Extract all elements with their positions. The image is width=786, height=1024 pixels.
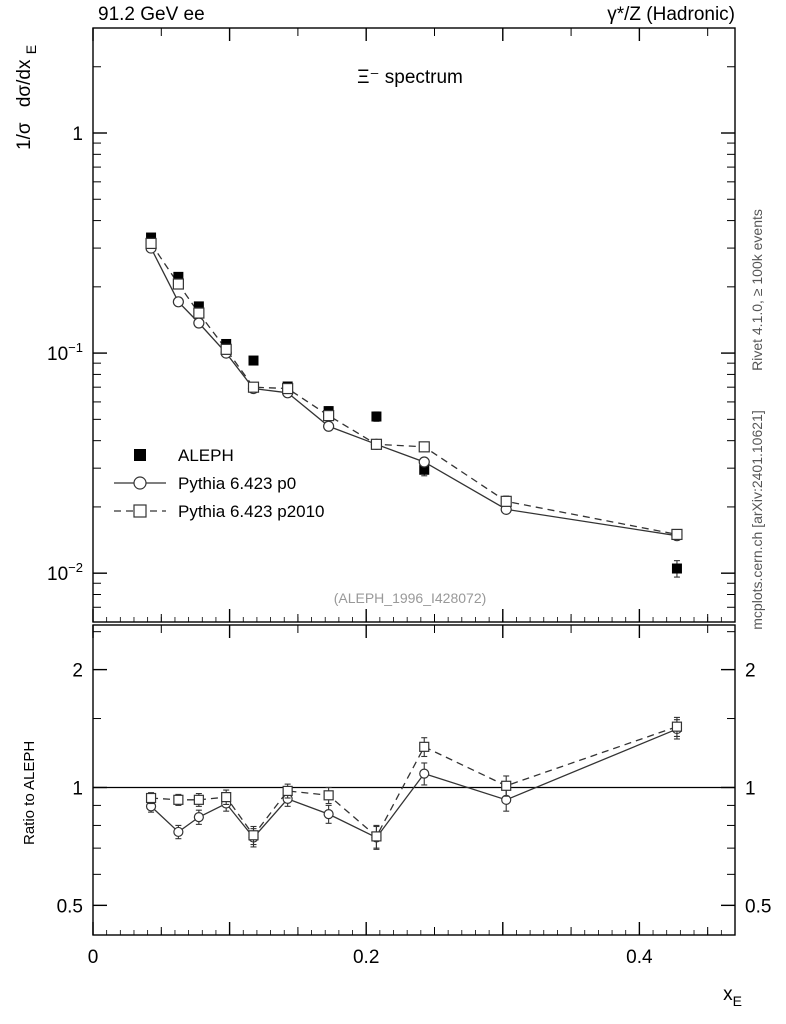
legend-label-0: ALEPH [178,446,234,465]
ratio-datapoint [372,832,381,841]
xaxis-label-main: x [723,984,733,1005]
datapoint [194,318,204,328]
datapoint [672,529,682,539]
datapoint [194,308,204,318]
datapoint [249,382,259,392]
datapoint [371,412,381,422]
legend-marker-open-square [134,505,146,517]
side-caption-bottom [749,410,765,629]
datapoint [371,439,381,449]
ratio-datapoint [324,791,333,800]
legend-label-2: Pythia 6.423 p2010 [178,502,325,521]
datapoint [173,297,183,307]
ratio-datapoint [174,795,183,804]
ratio-datapoint [194,795,203,804]
ratio-ytick-label: 1 [745,778,756,800]
ratio-datapoint [194,813,203,822]
ylabel-dsdx: dσ/dx [14,59,35,108]
datapoint [324,421,334,431]
datapoint [221,344,231,354]
ratio-datapoint [249,831,258,840]
datapoint [501,496,511,506]
ratio-datapoint [147,794,156,803]
ratio-ylabel [21,741,38,845]
side-caption-top [749,209,765,371]
datapoint [419,442,429,452]
ratio-ytick-label: 1 [72,778,83,800]
xtick-label: 0.2 [352,947,380,968]
datapoint [249,356,259,366]
ratio-datapoint [324,810,333,819]
ratio-ytick-label: 2 [745,660,756,682]
ylabel-sigma: 1/σ [14,122,35,150]
ytick-label: $10^{-2}$ [47,560,83,586]
legend-marker-open-circle [134,477,146,489]
side-caption-bottom-text: mcplots.cern.ch [arXiv:2401.10621] [749,410,765,630]
legend-marker-filled-square [134,449,146,461]
plot-title: Ξ⁻ spectrum [357,67,463,88]
ylabel-sub: E [23,44,39,55]
ratio-ylabel-text: Ratio to ALEPH [21,740,38,845]
ytick-label: 1 [72,124,83,146]
legend-label-1: Pythia 6.423 p0 [178,474,297,493]
datapoint [419,457,429,467]
ratio-ytick-label: 2 [72,660,83,682]
ratio-datapoint [672,722,681,731]
datapoint [283,384,293,394]
side-caption-top-text: Rivet 4.1.0, ≥ 100k events [749,209,765,371]
datapoint [173,279,183,289]
xtick-label: 0.4 [626,947,653,968]
ratio-datapoint [222,793,231,802]
ytick-label: $10^{-1}$ [47,340,83,366]
ratio-ytick-label: 0.5 [56,896,83,918]
ratio-ytick-label: 0.5 [745,896,772,918]
ratio-datapoint [420,769,429,778]
header-left: 91.2 GeV ee [98,4,205,25]
datapoint [324,411,334,421]
ratio-datapoint [502,781,511,790]
header-right: γ*/Z (Hadronic) [607,4,735,25]
ratio-datapoint [420,742,429,751]
datapoint [146,238,156,248]
ratio-datapoint [174,827,183,836]
xaxis-label-sub: E [732,993,742,1009]
xtick-label: 0 [87,947,99,968]
analysis-watermark: (ALEPH_1996_I428072) [333,590,487,606]
datapoint [672,564,682,574]
ratio-datapoint [283,786,292,795]
